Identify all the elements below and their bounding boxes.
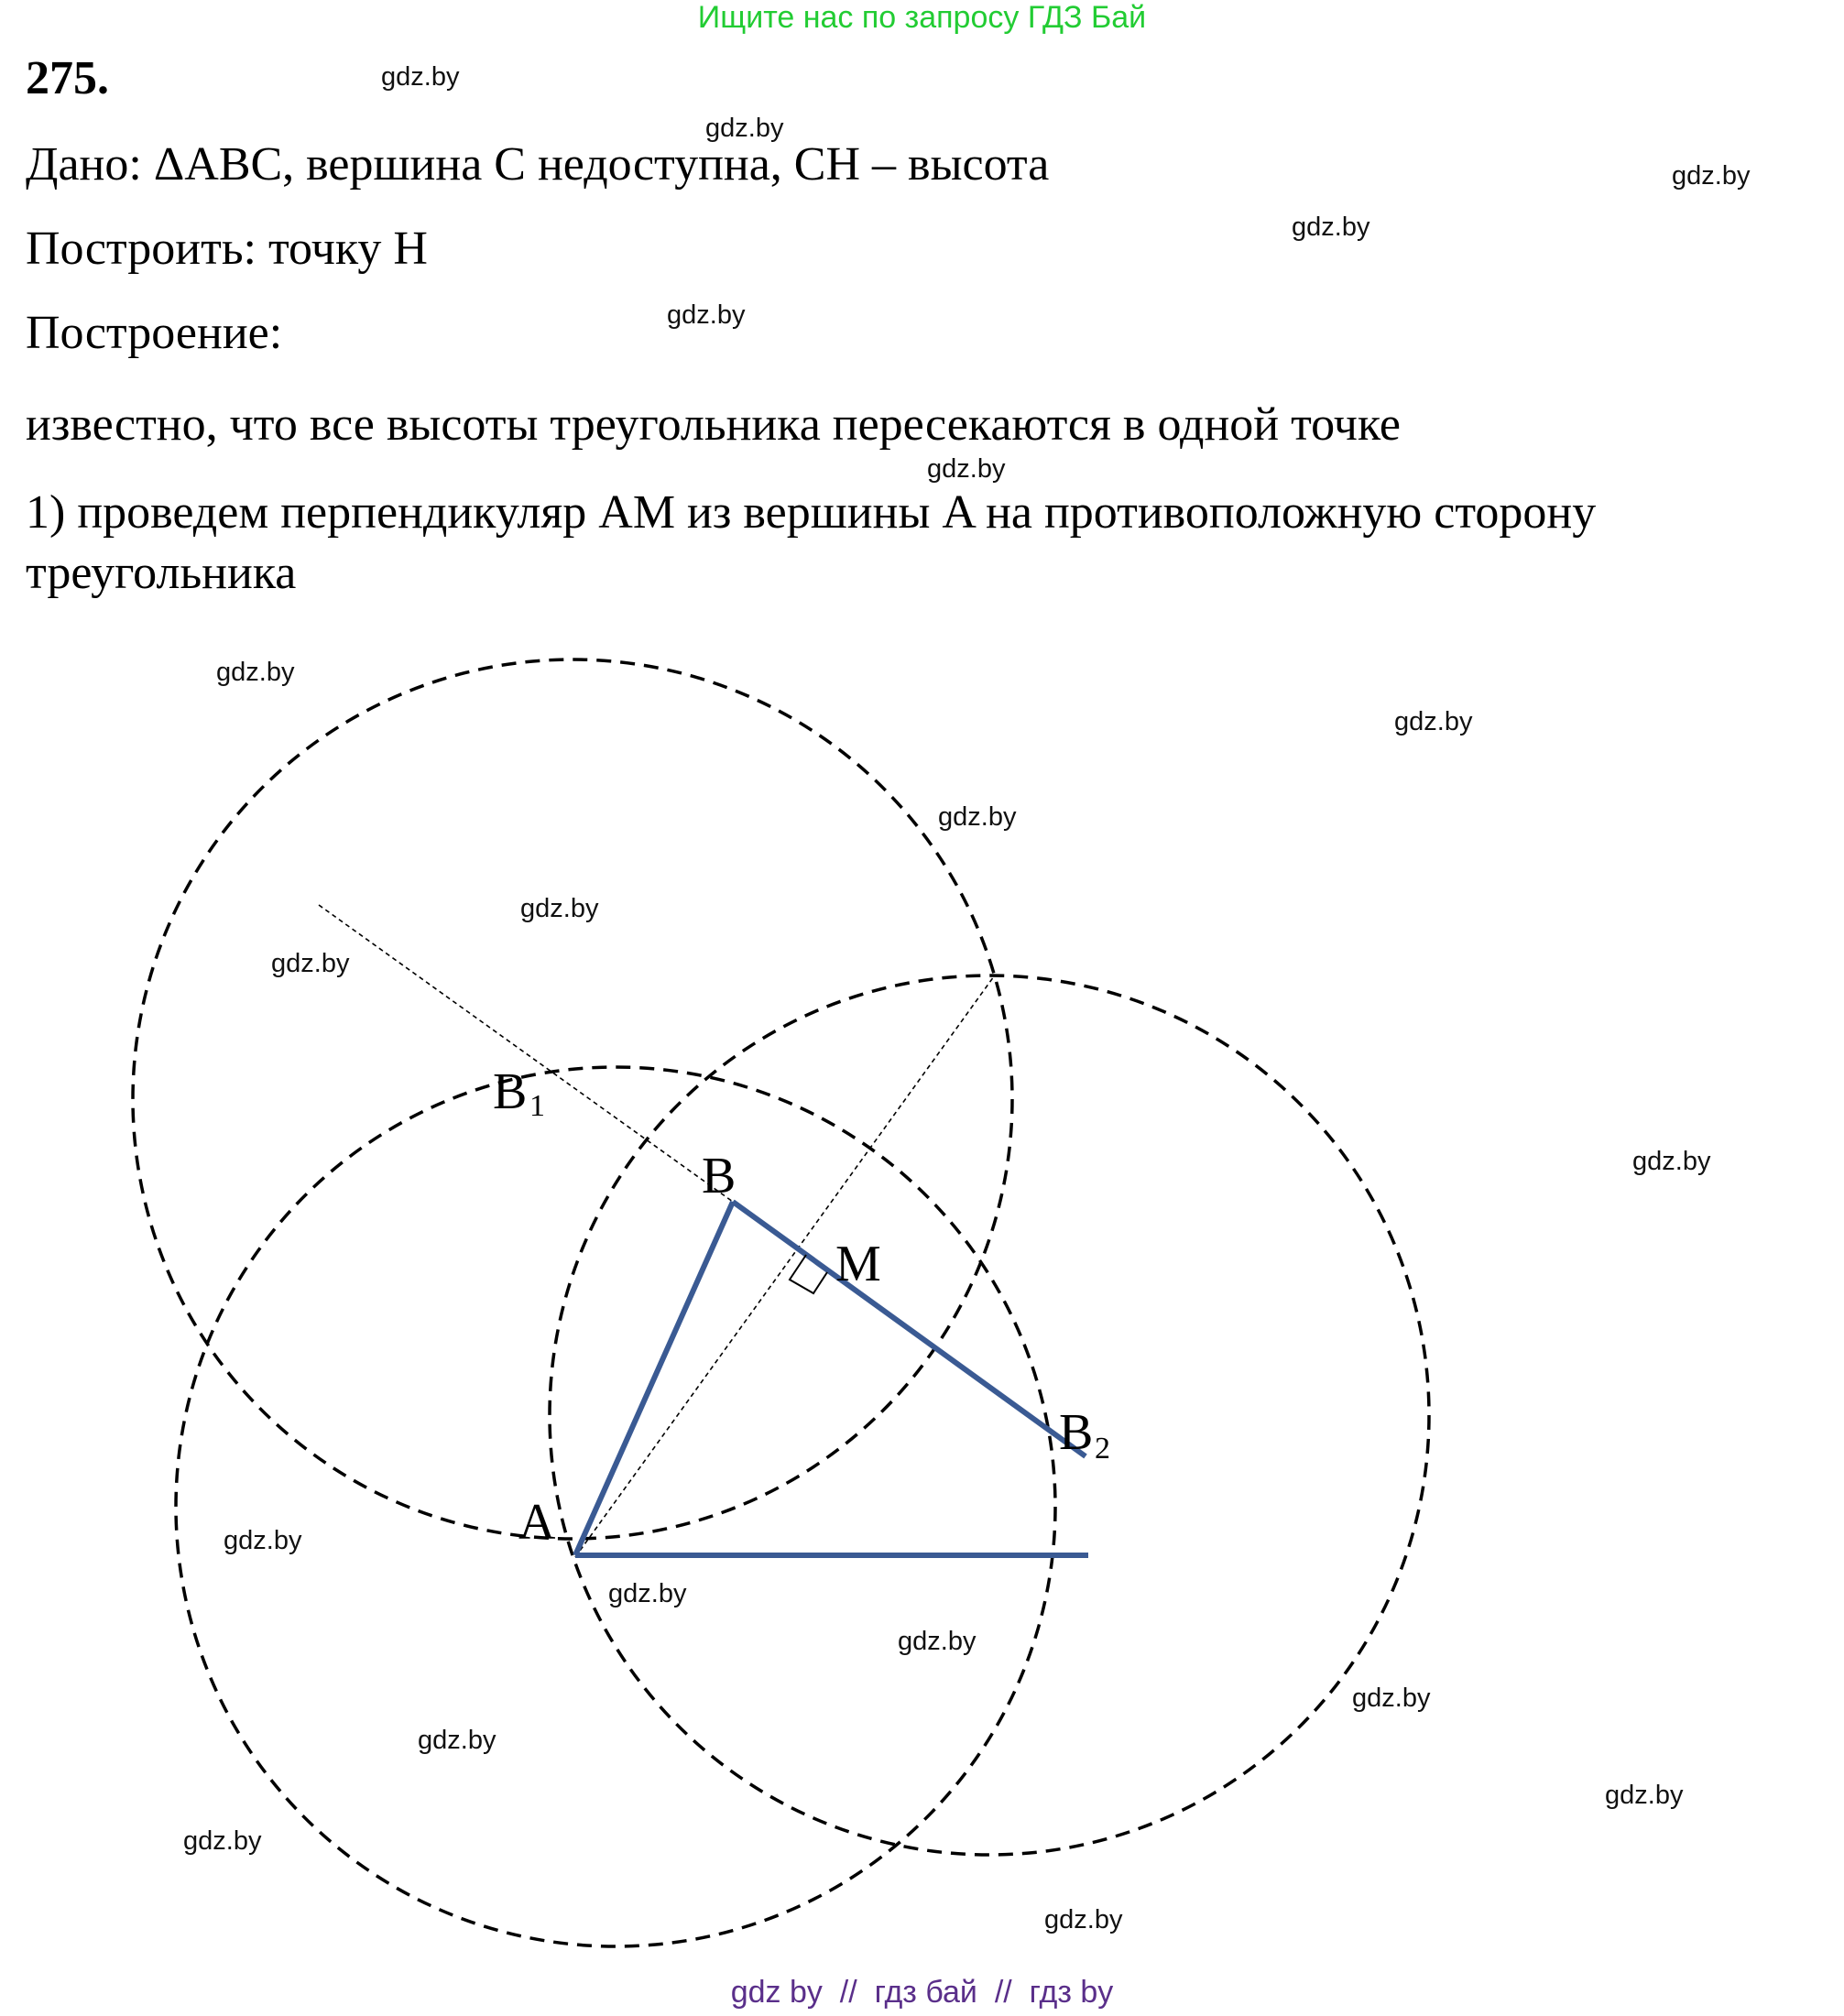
watermark: gdz.by xyxy=(938,802,1017,832)
watermark: gdz.by xyxy=(520,894,599,923)
watermark: gdz.by xyxy=(1292,212,1370,242)
label-b1-subscript: 1 xyxy=(529,1089,545,1123)
side-bb2 xyxy=(733,1202,1086,1456)
watermark: gdz.by xyxy=(667,300,746,330)
construct-line: Построить: точку H xyxy=(26,223,428,275)
step1-line2: треугольника xyxy=(26,547,297,599)
watermark: gdz.by xyxy=(927,454,1006,484)
right-angle-marker xyxy=(790,1255,827,1293)
step1-line1: 1) проведем перпендикуляр AM из вершины A на противоположную сторону xyxy=(26,486,1597,539)
perpendicular-am xyxy=(575,976,994,1557)
search-banner[interactable]: Ищите нас по запросу ГДЗ Бай xyxy=(697,0,1147,35)
watermark: gdz.by xyxy=(1044,1905,1123,1934)
problem-number: 275. xyxy=(26,52,109,104)
fact-line: известно, что все высоты треугольника пересекаются в одной точке xyxy=(26,398,1401,451)
label-a: A xyxy=(518,1494,556,1551)
circle-top xyxy=(133,659,1012,1539)
watermark: gdz.by xyxy=(898,1627,977,1656)
footer-links[interactable]: gdz by // гдз бай // гдз by xyxy=(730,1975,1114,2010)
label-b2: B xyxy=(1059,1404,1094,1461)
watermark: gdz.by xyxy=(418,1726,496,1755)
watermark: gdz.by xyxy=(224,1526,302,1555)
watermark: gdz.by xyxy=(1352,1684,1431,1713)
extension-line-ab xyxy=(319,905,733,1202)
watermark: gdz.by xyxy=(183,1826,262,1856)
watermark: gdz.by xyxy=(1605,1781,1684,1810)
watermark: gdz.by xyxy=(705,114,784,143)
construction-heading: Построение: xyxy=(26,307,283,359)
label-b: B xyxy=(702,1148,737,1204)
watermark: gdz.by xyxy=(381,62,460,92)
circle-right xyxy=(550,975,1429,1855)
watermark: gdz.by xyxy=(216,658,295,687)
circle-left xyxy=(176,1067,1055,1946)
watermark: gdz.by xyxy=(1672,161,1751,191)
watermark: gdz.by xyxy=(271,949,350,978)
label-b2-subscript: 2 xyxy=(1095,1432,1110,1466)
watermark: gdz.by xyxy=(1394,707,1473,736)
label-b1: B xyxy=(493,1063,528,1120)
given-line: Дано: ΔABC, вершина C недоступна, CH – высота xyxy=(26,138,1050,191)
watermark: gdz.by xyxy=(1632,1147,1711,1176)
label-m: M xyxy=(835,1236,881,1292)
watermark: gdz.by xyxy=(608,1579,687,1608)
side-ab xyxy=(575,1202,733,1555)
